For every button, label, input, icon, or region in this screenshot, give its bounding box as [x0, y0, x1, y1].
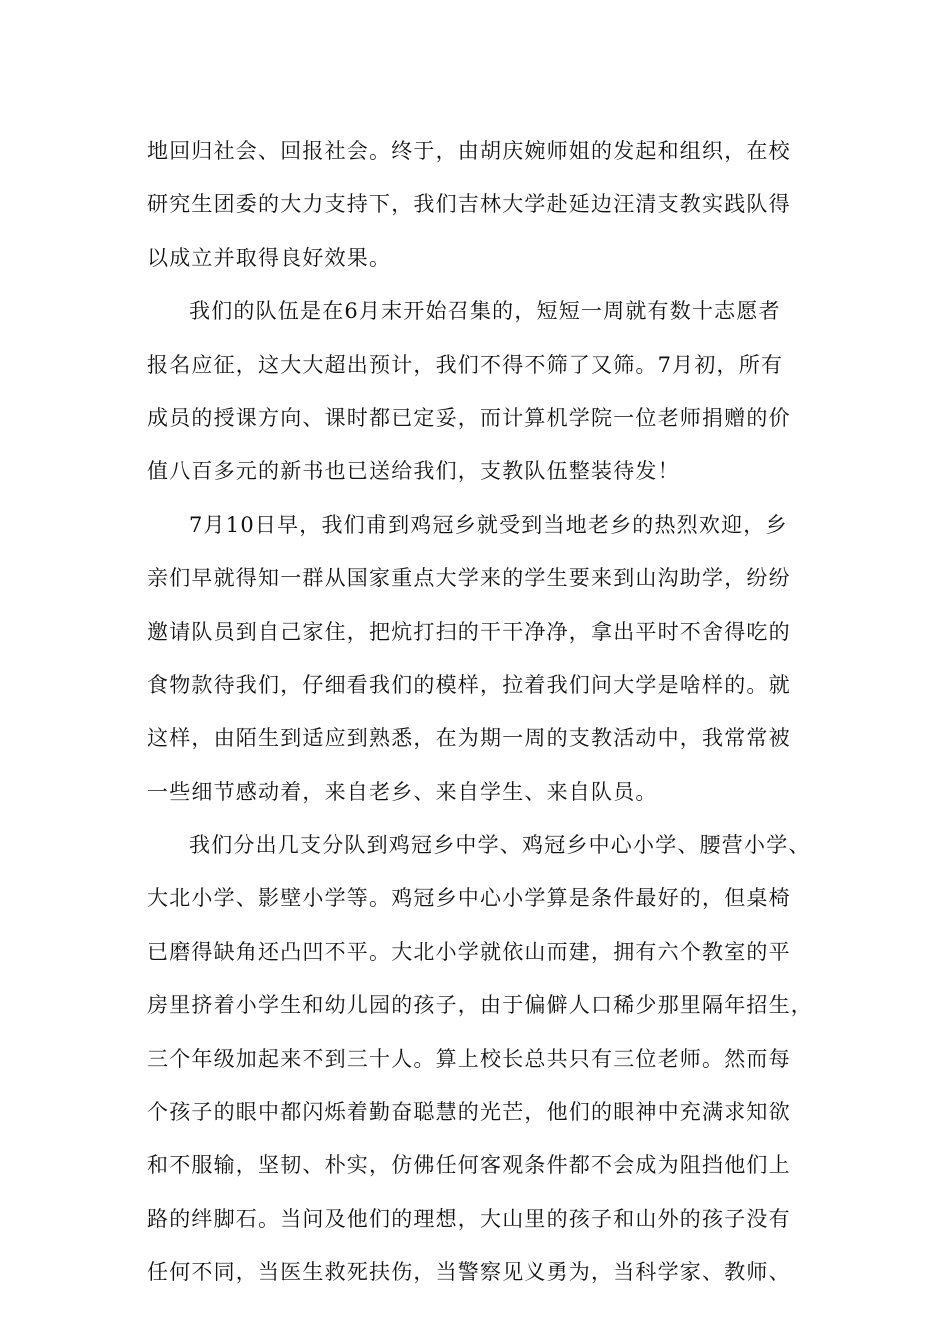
text-line: 路的绊脚石。当问及他们的理想，大山里的孩子和山外的孩子没有 — [147, 1206, 791, 1231]
paragraph-1 — [147, 125, 803, 285]
text-line: 一些细节感动着，来自老乡、来自学生、来自队员。 — [147, 779, 658, 804]
text-line: 大北小学、影壁小学等。鸡冠乡中心小学算是条件最好的，但桌椅 — [147, 886, 791, 911]
text-line: 食物款待我们，仔细看我们的模样，拉着我们问大学是啥样的。就 — [147, 672, 791, 697]
text-line: 邀请队员到自己家住，把炕打扫的干干净净，拿出平时不舍得吃的 — [147, 619, 791, 644]
paragraph-3 — [147, 499, 803, 819]
text-line: 个孩子的眼中都闪烁着勤奋聪慧的光芒，他们的眼神中充满求知欲 — [147, 1100, 791, 1125]
document-body — [147, 125, 813, 1300]
text-line: 报名应征，这大大超出预计，我们不得不筛了又筛。7月初，所有 — [147, 352, 784, 377]
text-line: 以成立并取得良好效果。 — [147, 245, 392, 270]
text-line: 值八百多元的新书也已送给我们，支教队伍整装待发！ — [147, 459, 680, 484]
text-line: 我们分出几支分队到鸡冠乡中学、鸡冠乡中心小学、腰营小学、 — [189, 833, 811, 858]
text-line: 成员的授课方向、课时都已定妥，而计算机学院一位老师捐赠的价 — [147, 405, 791, 430]
text-line: 这样，由陌生到适应到熟悉，在为期一周的支教活动中，我常常被 — [147, 726, 791, 751]
text-line: 研究生团委的大力支持下，我们吉林大学赴延边汪清支教实践队得 — [147, 192, 791, 217]
text-line: 三个年级加起来不到三十人。算上校长总共只有三位老师。然而每 — [147, 1046, 791, 1071]
text-line: 亲们早就得知一群从国家重点大学来的学生要来到山沟助学，纷纷 — [147, 566, 791, 591]
text-line: 7月10日早，我们甫到鸡冠乡就受到当地老乡的热烈欢迎，乡 — [189, 512, 788, 537]
paragraph-4 — [147, 819, 813, 1300]
text-line: 任何不同，当医生救死扶伤，当警察见义勇为，当科学家、教师、 — [147, 1260, 791, 1285]
text-line: 地回归社会、回报社会。终于，由胡庆婉师姐的发起和组织，在校 — [147, 139, 791, 163]
text-line: 和不服输，坚韧、朴实，仿佛任何客观条件都不会成为阻挡他们上 — [147, 1153, 791, 1178]
paragraph-2 — [147, 285, 803, 499]
text-line: 房里挤着小学生和幼儿园的孩子，由于偏僻人口稀少那里隔年招生， — [147, 993, 813, 1018]
text-line: 已磨得缺角还凸凹不平。大北小学就依山而建，拥有六个教室的平 — [147, 939, 791, 964]
text-line: 我们的队伍是在6月末开始召集的，短短一周就有数十志愿者 — [189, 299, 781, 324]
